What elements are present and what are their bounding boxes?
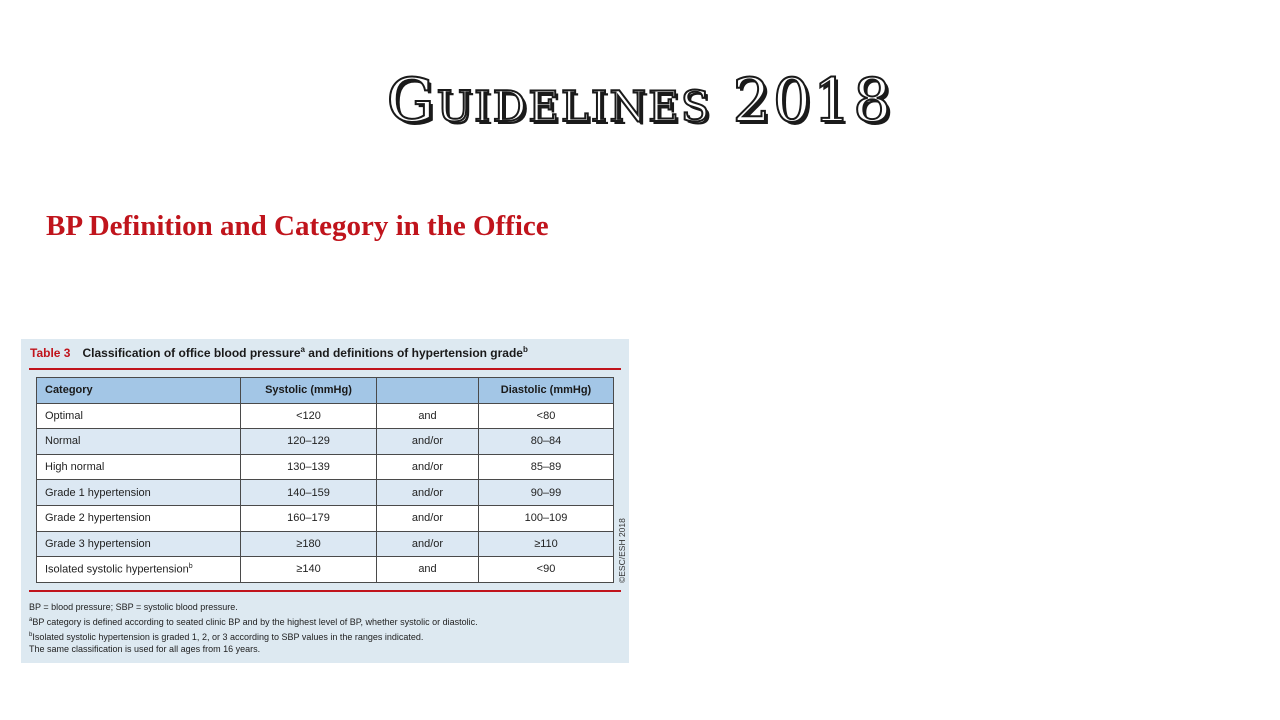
footnote-b-text: Isolated systolic hypertension is graded 1, 2, or 3 according to SBP values in the ranges indicated. — [32, 631, 424, 642]
footnote-a — [29, 614, 478, 629]
cell-diastolic: 85–89 — [479, 454, 614, 480]
caption-divider — [29, 368, 621, 370]
cell-diastolic: 100–109 — [479, 505, 614, 531]
cell-category: Grade 2 hypertension — [37, 505, 241, 531]
bp-classification-table-figure — [21, 339, 629, 663]
header-systolic: Systolic (mmHg) — [241, 378, 377, 404]
cell-systolic: 130–139 — [241, 454, 377, 480]
caption-footnote-b: b — [522, 345, 528, 354]
table-row — [37, 429, 614, 455]
cell-connector: and — [377, 403, 479, 429]
table-row — [37, 505, 614, 531]
slide-subtitle: BP Definition and Category in the Office — [46, 210, 549, 242]
caption-text-part1: Classification of office blood pressure — [82, 346, 301, 360]
cell-category: High normal — [37, 454, 241, 480]
table-bottom-divider — [29, 590, 621, 592]
cell-connector: and/or — [377, 480, 479, 506]
slide-title: Guidelines 2018 — [386, 66, 894, 136]
footnote-ages: The same classification is used for all ages from 16 years. — [29, 644, 261, 655]
cell-category: Grade 3 hypertension — [37, 531, 241, 557]
caption-text-part2: and definitions of hypertension grade — [304, 346, 523, 360]
header-category: Category — [37, 378, 241, 404]
header-connector — [377, 378, 479, 404]
cell-category: Grade 1 hypertension — [37, 480, 241, 506]
cell-connector: and/or — [377, 429, 479, 455]
copyright-notice: ©ESC/ESH 2018 — [617, 518, 627, 583]
cell-diastolic: 90–99 — [479, 480, 614, 506]
cell-connector: and/or — [377, 454, 479, 480]
table-caption — [30, 345, 528, 360]
cell-connector: and/or — [377, 531, 479, 557]
table-row — [37, 403, 614, 429]
cell-footnote-b: b — [188, 563, 193, 571]
cell-category: Optimal — [37, 403, 241, 429]
cell-systolic: 120–129 — [241, 429, 377, 455]
footnote-a-marker: a — [29, 616, 33, 623]
footnote-abbreviations: BP = blood pressure; SBP = systolic blood pressure. — [29, 602, 238, 612]
table-number: Table 3 — [30, 346, 71, 360]
cell-systolic: 160–179 — [241, 505, 377, 531]
table-footnotes — [29, 601, 478, 656]
footnote-a-text: BP category is defined according to seated clinic BP and by the highest level of BP, whether systolic or diastolic. — [32, 616, 478, 627]
cell-systolic: <120 — [241, 403, 377, 429]
cell-systolic: 140–159 — [241, 480, 377, 506]
cell-category-text: Isolated systolic hypertension — [45, 563, 189, 576]
footnote-b — [29, 629, 478, 644]
cell-diastolic: ≥110 — [479, 531, 614, 557]
cell-diastolic: 80–84 — [479, 429, 614, 455]
cell-connector: and/or — [377, 505, 479, 531]
table-row — [37, 531, 614, 557]
table-row — [37, 480, 614, 506]
cell-category — [37, 557, 241, 583]
cell-diastolic: <90 — [479, 557, 614, 583]
caption-footnote-a: a — [300, 345, 305, 354]
cell-category: Normal — [37, 429, 241, 455]
cell-systolic: ≥180 — [241, 531, 377, 557]
cell-systolic: ≥140 — [241, 557, 377, 583]
cell-connector: and — [377, 557, 479, 583]
header-diastolic: Diastolic (mmHg) — [479, 378, 614, 404]
table-header-row — [37, 378, 614, 404]
bp-category-table — [36, 377, 614, 583]
footnote-b-marker: b — [29, 631, 33, 638]
cell-diastolic: <80 — [479, 403, 614, 429]
table-row — [37, 454, 614, 480]
table-row — [37, 557, 614, 583]
